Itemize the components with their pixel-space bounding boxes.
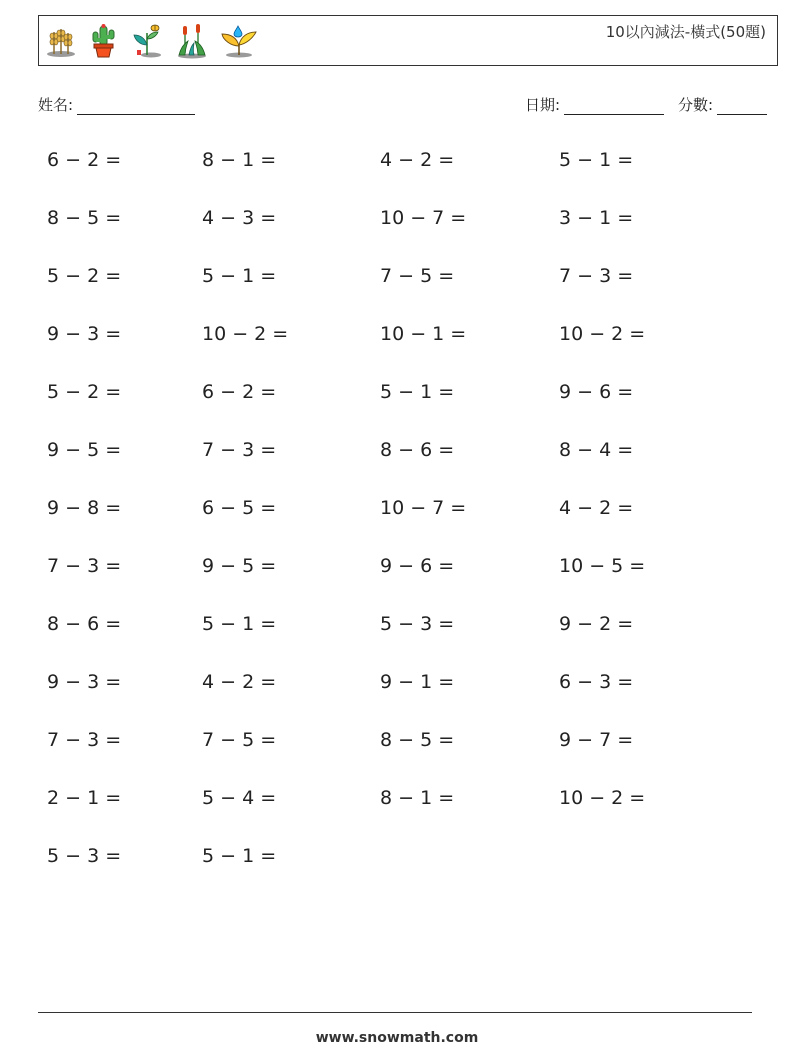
problem-item: 8 − 5 = bbox=[380, 729, 455, 751]
problem-item: 7 − 5 = bbox=[202, 729, 277, 751]
problem-item: 5 − 3 = bbox=[380, 613, 455, 635]
problem-item: 10 − 1 = bbox=[380, 323, 467, 345]
problem-item: 8 − 6 = bbox=[47, 613, 122, 635]
name-input-line[interactable] bbox=[77, 99, 195, 115]
problem-item: 8 − 6 = bbox=[380, 439, 455, 461]
name-field bbox=[38, 94, 195, 115]
problem-item: 5 − 1 = bbox=[202, 845, 277, 867]
problem-item: 10 − 5 = bbox=[559, 555, 646, 577]
problem-item: 5 − 3 = bbox=[47, 845, 122, 867]
problem-item: 6 − 3 = bbox=[559, 671, 634, 693]
problem-item: 7 − 3 = bbox=[47, 555, 122, 577]
problem-item: 4 − 2 = bbox=[559, 497, 634, 519]
reeds-icon bbox=[175, 23, 209, 59]
problem-item: 10 − 7 = bbox=[380, 207, 467, 229]
score-field bbox=[678, 94, 767, 115]
header-box bbox=[38, 15, 778, 66]
date-field bbox=[525, 94, 664, 115]
score-input-line[interactable] bbox=[717, 99, 767, 115]
problem-item: 10 − 7 = bbox=[380, 497, 467, 519]
date-input-line[interactable] bbox=[564, 99, 664, 115]
problem-item: 7 − 5 = bbox=[380, 265, 455, 287]
problem-item: 9 − 6 = bbox=[380, 555, 455, 577]
problem-item: 5 − 2 = bbox=[47, 265, 122, 287]
problem-item: 2 − 1 = bbox=[47, 787, 122, 809]
problem-item: 4 − 2 = bbox=[202, 671, 277, 693]
seedling-icon bbox=[219, 24, 259, 58]
problem-item: 9 − 3 = bbox=[47, 323, 122, 345]
problem-item: 9 − 1 = bbox=[380, 671, 455, 693]
sprout-icon bbox=[129, 23, 165, 59]
problem-item: 9 − 7 = bbox=[559, 729, 634, 751]
problem-item: 9 − 5 = bbox=[202, 555, 277, 577]
footer-url: www.snowmath.com bbox=[315, 1030, 479, 1046]
footer-divider bbox=[38, 1012, 752, 1013]
problem-item: 8 − 4 = bbox=[559, 439, 634, 461]
wheat-icon bbox=[45, 24, 77, 58]
problem-item: 4 − 3 = bbox=[202, 207, 277, 229]
problem-item: 9 − 3 = bbox=[47, 671, 122, 693]
problem-item: 3 − 1 = bbox=[559, 207, 634, 229]
problem-item: 8 − 5 = bbox=[47, 207, 122, 229]
problem-item: 5 − 1 = bbox=[559, 149, 634, 171]
problem-item: 7 − 3 = bbox=[47, 729, 122, 751]
icon-strip bbox=[45, 22, 259, 60]
problem-item: 10 − 2 = bbox=[559, 323, 646, 345]
problem-item: 7 − 3 = bbox=[559, 265, 634, 287]
problem-item: 5 − 1 = bbox=[202, 265, 277, 287]
problem-item: 7 − 3 = bbox=[202, 439, 277, 461]
problem-item: 5 − 1 = bbox=[202, 613, 277, 635]
worksheet-title: 10以內減法-橫式(50題) bbox=[605, 23, 766, 41]
problem-item: 8 − 1 = bbox=[202, 149, 277, 171]
problem-item: 5 − 2 = bbox=[47, 381, 122, 403]
cactus-icon bbox=[87, 23, 119, 59]
problem-item: 10 − 2 = bbox=[559, 787, 646, 809]
problem-item: 6 − 2 = bbox=[202, 381, 277, 403]
problem-item: 9 − 5 = bbox=[47, 439, 122, 461]
date-label: 日期: bbox=[525, 96, 561, 114]
problem-item: 6 − 5 = bbox=[202, 497, 277, 519]
problem-item: 5 − 1 = bbox=[380, 381, 455, 403]
problem-item: 9 − 8 = bbox=[47, 497, 122, 519]
name-label: 姓名: bbox=[38, 96, 74, 114]
problem-item: 9 − 6 = bbox=[559, 381, 634, 403]
problem-item: 4 − 2 = bbox=[380, 149, 455, 171]
problem-item: 5 − 4 = bbox=[202, 787, 277, 809]
problem-item: 8 − 1 = bbox=[380, 787, 455, 809]
problem-item: 6 − 2 = bbox=[47, 149, 122, 171]
problem-item: 9 − 2 = bbox=[559, 613, 634, 635]
problem-item: 10 − 2 = bbox=[202, 323, 289, 345]
score-label: 分數: bbox=[678, 96, 714, 114]
